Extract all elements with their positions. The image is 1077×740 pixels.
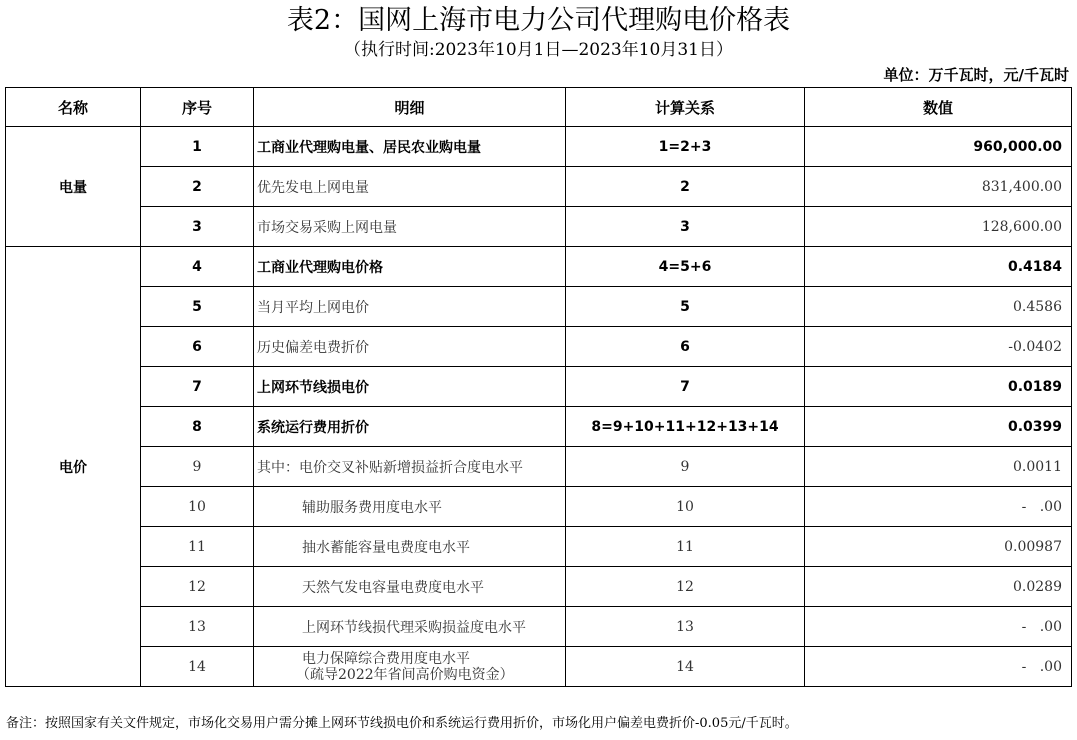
row-seq: 3: [141, 207, 254, 247]
table-row: [6, 327, 1072, 367]
header-seq: 序号: [141, 88, 254, 127]
row-value: 0.4184: [805, 247, 1072, 287]
table-row: [6, 207, 1072, 247]
row-calc: 10: [566, 487, 805, 527]
row-seq: 14: [141, 647, 254, 687]
row-calc: 6: [566, 327, 805, 367]
row-calc: 4=5+6: [566, 247, 805, 287]
row-value: 0.0289: [805, 567, 1072, 607]
unit-label: 单位：万千瓦时，元/千瓦时: [883, 66, 1069, 84]
row-value: 0.0011: [805, 447, 1072, 487]
table-row: [6, 487, 1072, 527]
row-calc: 12: [566, 567, 805, 607]
row-desc: [254, 647, 566, 687]
row-value: - .00: [805, 647, 1072, 687]
row-seq: 1: [141, 127, 254, 167]
row-value: 0.4586: [805, 287, 1072, 327]
row-desc: 市场交易采购上网电量: [254, 207, 566, 247]
row-desc: 优先发电上网电量: [254, 167, 566, 207]
effective-period: （执行时间:2023年10月1日—2023年10月31日）: [344, 40, 733, 60]
row-calc: 3: [566, 207, 805, 247]
row-desc: 其中：电价交叉补贴新增损益折合度电水平: [254, 447, 566, 487]
row-desc: 上网环节线损代理采购损益度电水平: [254, 607, 566, 647]
row-value: - .00: [805, 607, 1072, 647]
row-desc: 上网环节线损电价: [254, 367, 566, 407]
table-row: [6, 247, 1072, 287]
row-desc: 天然气发电容量电费度电水平: [254, 567, 566, 607]
page-title: 表2：国网上海市电力公司代理购电价格表: [286, 5, 791, 36]
row-desc-line1: 电力保障综合费用度电水平: [302, 650, 470, 667]
row-calc: 1=2+3: [566, 127, 805, 167]
row-seq: 4: [141, 247, 254, 287]
row-desc-line2: （疏导2022年省间高价购电资金）: [296, 666, 514, 683]
table-row: [6, 527, 1072, 567]
row-desc: 辅助服务费用度电水平: [254, 487, 566, 527]
row-desc: 当月平均上网电价: [254, 287, 566, 327]
row-value: -0.0402: [805, 327, 1072, 367]
row-calc: 2: [566, 167, 805, 207]
table-header-row: [6, 88, 1072, 127]
row-desc: 抽水蓄能容量电费度电水平: [254, 527, 566, 567]
header-name: 名称: [6, 88, 141, 127]
group-price: 电价: [6, 247, 141, 687]
table-row: [6, 167, 1072, 207]
row-desc: 工商业代理购电量、居民农业购电量: [254, 127, 566, 167]
row-seq: 11: [141, 527, 254, 567]
row-seq: 12: [141, 567, 254, 607]
table-row: [6, 447, 1072, 487]
table-row: [6, 607, 1072, 647]
row-value: 831,400.00: [805, 167, 1072, 207]
row-value: 0.0189: [805, 367, 1072, 407]
row-desc: 工商业代理购电价格: [254, 247, 566, 287]
row-seq: 8: [141, 407, 254, 447]
row-value: 128,600.00: [805, 207, 1072, 247]
row-value: 0.0399: [805, 407, 1072, 447]
row-calc: 11: [566, 527, 805, 567]
table-row: [6, 367, 1072, 407]
header-detail: 明细: [254, 88, 566, 127]
table-row: [6, 407, 1072, 447]
row-calc: 14: [566, 647, 805, 687]
table-row: [6, 127, 1072, 167]
price-table: [5, 87, 1072, 687]
row-seq: 2: [141, 167, 254, 207]
row-seq: 6: [141, 327, 254, 367]
row-value: 0.00987: [805, 527, 1072, 567]
row-value: 960,000.00: [805, 127, 1072, 167]
group-energy: 电量: [6, 127, 141, 247]
row-seq: 13: [141, 607, 254, 647]
row-calc: 9: [566, 447, 805, 487]
table-row: [6, 287, 1072, 327]
row-calc: 8=9+10+11+12+13+14: [566, 407, 805, 447]
row-seq: 9: [141, 447, 254, 487]
table-row: [6, 567, 1072, 607]
table-row: [6, 647, 1072, 687]
row-calc: 5: [566, 287, 805, 327]
row-calc: 7: [566, 367, 805, 407]
header-value: 数值: [805, 88, 1072, 127]
row-seq: 7: [141, 367, 254, 407]
footnote: 备注：按照国家有关文件规定，市场化交易用户需分摊上网环节线损电价和系统运行费用折价，市场化用户偏差电费折价-0.05元/千瓦时。: [6, 716, 798, 731]
row-desc: 历史偏差电费折价: [254, 327, 566, 367]
row-seq: 5: [141, 287, 254, 327]
row-seq: 10: [141, 487, 254, 527]
row-calc: 13: [566, 607, 805, 647]
row-value: - .00: [805, 487, 1072, 527]
row-desc: 系统运行费用折价: [254, 407, 566, 447]
header-calc: 计算关系: [566, 88, 805, 127]
